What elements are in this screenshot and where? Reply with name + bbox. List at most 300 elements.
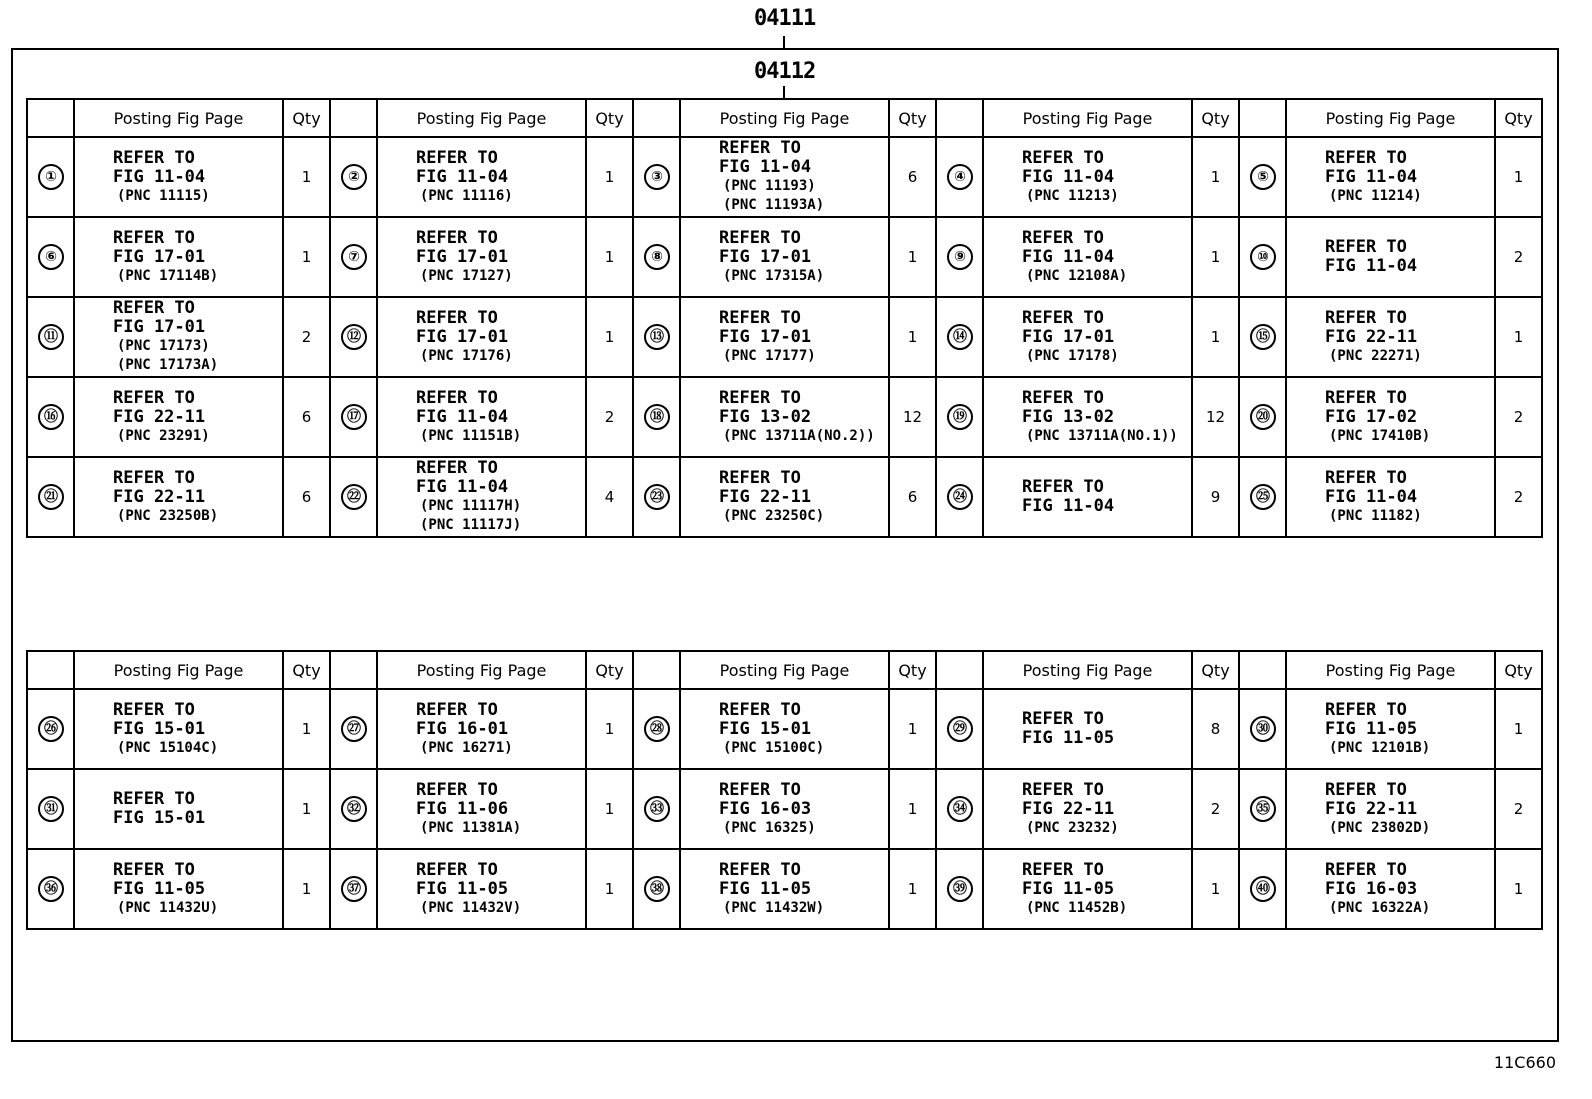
qty-cell: 6 (889, 457, 936, 537)
item-number-badge: ⑦ (341, 244, 367, 270)
fig-reference: FIG 11-04 (1325, 486, 1418, 507)
pnc-reference: (PNC 17315A) (723, 267, 825, 284)
reference-table-upper (26, 98, 1543, 538)
posting-fig-page-cell (377, 457, 586, 537)
posting-reference (681, 309, 888, 366)
item-number-cell (633, 377, 680, 457)
header-index-cell (27, 651, 74, 689)
leader-line-outer (783, 36, 785, 48)
qty-cell: 1 (889, 849, 936, 929)
pnc-reference: (PNC 11117H) (420, 498, 522, 514)
posting-fig-page-cell (1286, 217, 1495, 297)
posting-fig-page-cell (1286, 297, 1495, 377)
fig-reference: FIG 11-04 (719, 157, 812, 177)
item-number-cell (1239, 377, 1286, 457)
fig-reference: FIG 17-01 (416, 246, 509, 267)
qty-cell: 1 (889, 217, 936, 297)
header-qty: Qty (586, 99, 633, 137)
posting-reference (378, 861, 585, 918)
posting-reference (1287, 389, 1494, 446)
posting-reference (984, 309, 1191, 366)
posting-fig-page-cell (983, 689, 1192, 769)
refer-to-text: REFER TO (719, 387, 801, 408)
posting-fig-page-cell (1286, 137, 1495, 217)
fig-reference: FIG 11-05 (113, 878, 206, 899)
posting-fig-page-cell (680, 377, 889, 457)
pnc-reference: (PNC 11115) (117, 187, 210, 204)
posting-fig-page-cell (983, 457, 1192, 537)
header-posting-fig-page: Posting Fig Page (74, 99, 283, 137)
posting-fig-page-cell (74, 689, 283, 769)
item-number-badge: ⑯ (38, 404, 64, 430)
item-number-badge: ⑬ (644, 324, 670, 350)
item-number-badge: ㊲ (341, 876, 367, 902)
fig-reference: FIG 17-01 (719, 246, 812, 267)
header-index-cell (1239, 651, 1286, 689)
posting-reference (378, 459, 585, 535)
item-number-cell (936, 297, 983, 377)
pnc-reference: (PNC 12108A) (1026, 267, 1128, 284)
refer-to-text: REFER TO (113, 227, 195, 248)
qty-cell: 1 (586, 297, 633, 377)
item-number-cell (1239, 689, 1286, 769)
pnc-reference: (PNC 15104C) (117, 739, 219, 756)
pnc-reference: (PNC 13711A(NO.1)) (1026, 427, 1178, 444)
posting-reference (378, 781, 585, 838)
fig-reference: FIG 22-11 (113, 486, 206, 507)
item-number-badge: ⑩ (1250, 244, 1276, 270)
item-number-badge: ㊴ (947, 876, 973, 902)
pnc-reference: (PNC 11452B) (1026, 899, 1128, 916)
item-number-cell (936, 457, 983, 537)
refer-to-text: REFER TO (416, 387, 498, 408)
fig-reference: FIG 11-04 (1325, 256, 1418, 276)
posting-fig-page-cell (680, 457, 889, 537)
item-number-cell (1239, 217, 1286, 297)
fig-reference: FIG 17-02 (1325, 406, 1418, 427)
item-number-cell (330, 689, 377, 769)
fig-reference: FIG 11-04 (1022, 246, 1115, 267)
posting-reference (1287, 701, 1494, 758)
qty-cell: 1 (1495, 297, 1542, 377)
refer-to-text: REFER TO (416, 307, 498, 328)
header-row (27, 99, 1542, 137)
fig-reference: FIG 22-11 (1022, 798, 1115, 819)
assembly-code-inner: 04112 (754, 59, 816, 84)
refer-to-text: REFER TO (719, 138, 801, 158)
refer-to-text: REFER TO (1325, 699, 1407, 720)
fig-reference: FIG 22-11 (1325, 798, 1418, 819)
pnc-reference: (PNC 11213) (1026, 187, 1119, 204)
header-posting-fig-page: Posting Fig Page (1286, 651, 1495, 689)
posting-fig-page-cell (680, 137, 889, 217)
pnc-reference: (PNC 23291) (117, 427, 210, 444)
item-number-badge: ㊳ (644, 876, 670, 902)
item-number-badge: ⑤ (1250, 164, 1276, 190)
qty-cell: 12 (889, 377, 936, 457)
item-number-cell (27, 217, 74, 297)
posting-fig-page-cell (377, 689, 586, 769)
fig-reference: FIG 15-01 (719, 718, 812, 739)
posting-fig-page-cell (377, 849, 586, 929)
qty-cell: 1 (889, 769, 936, 849)
fig-reference: FIG 11-05 (719, 878, 812, 899)
item-number-cell (633, 217, 680, 297)
posting-fig-page-cell (74, 137, 283, 217)
pnc-reference: (PNC 11151B) (420, 427, 522, 444)
item-number-cell (330, 849, 377, 929)
qty-cell: 1 (1495, 849, 1542, 929)
figure-code: 11C660 (1493, 1053, 1556, 1072)
fig-reference: FIG 17-01 (416, 326, 509, 347)
refer-to-text: REFER TO (416, 458, 498, 478)
item-number-cell (936, 769, 983, 849)
qty-cell: 1 (283, 769, 330, 849)
refer-to-text: REFER TO (416, 779, 498, 800)
posting-reference (75, 149, 282, 206)
posting-reference (378, 701, 585, 758)
header-posting-fig-page: Posting Fig Page (680, 651, 889, 689)
qty-cell: 1 (586, 137, 633, 217)
qty-cell: 1 (586, 769, 633, 849)
pnc-reference: (PNC 11182) (1329, 507, 1422, 524)
item-number-badge: ⑭ (947, 324, 973, 350)
qty-cell: 1 (586, 689, 633, 769)
posting-reference (75, 790, 282, 828)
table-row (27, 377, 1542, 457)
fig-reference: FIG 22-11 (113, 406, 206, 427)
refer-to-text: REFER TO (416, 859, 498, 880)
posting-reference (1287, 469, 1494, 526)
posting-fig-page-cell (983, 849, 1192, 929)
item-number-cell (633, 457, 680, 537)
posting-fig-page-cell (983, 769, 1192, 849)
item-number-badge: ② (341, 164, 367, 190)
posting-reference (378, 149, 585, 206)
item-number-cell (1239, 849, 1286, 929)
posting-reference (75, 701, 282, 758)
qty-cell: 1 (283, 689, 330, 769)
refer-to-text: REFER TO (719, 699, 801, 720)
fig-reference: FIG 11-04 (1022, 496, 1115, 516)
fig-reference: FIG 11-06 (416, 798, 509, 819)
header-index-cell (633, 651, 680, 689)
pnc-reference: (PNC 16325) (723, 819, 816, 836)
refer-to-text: REFER TO (1325, 859, 1407, 880)
posting-fig-page-cell (983, 297, 1192, 377)
posting-reference (75, 299, 282, 375)
header-posting-fig-page: Posting Fig Page (983, 651, 1192, 689)
item-number-cell (330, 377, 377, 457)
table-row (27, 137, 1542, 217)
pnc-reference: (PNC 22271) (1329, 347, 1422, 364)
pnc-reference: (PNC 11116) (420, 187, 513, 204)
header-qty: Qty (586, 651, 633, 689)
qty-cell: 4 (586, 457, 633, 537)
pnc-reference-secondary: (PNC 11193A) (723, 197, 825, 213)
item-number-cell (330, 137, 377, 217)
item-number-badge: ㉘ (644, 716, 670, 742)
pnc-reference: (PNC 11381A) (420, 819, 522, 836)
item-number-badge: ⑰ (341, 404, 367, 430)
fig-reference: FIG 13-02 (1022, 406, 1115, 427)
refer-to-text: REFER TO (1325, 387, 1407, 408)
item-number-cell (27, 137, 74, 217)
refer-to-text: REFER TO (1022, 147, 1104, 168)
posting-reference (681, 139, 888, 215)
refer-to-text: REFER TO (113, 147, 195, 168)
posting-fig-page-cell (74, 849, 283, 929)
item-number-badge: ⑧ (644, 244, 670, 270)
posting-reference (984, 781, 1191, 838)
refer-to-text: REFER TO (113, 467, 195, 488)
qty-cell: 2 (1495, 769, 1542, 849)
refer-to-text: REFER TO (1022, 779, 1104, 800)
refer-to-text: REFER TO (719, 859, 801, 880)
pnc-reference-secondary: (PNC 11117J) (420, 517, 522, 533)
qty-cell: 1 (283, 217, 330, 297)
header-qty: Qty (1495, 99, 1542, 137)
qty-cell: 6 (889, 137, 936, 217)
posting-reference (984, 710, 1191, 748)
posting-fig-page-cell (377, 137, 586, 217)
posting-reference (681, 781, 888, 838)
refer-to-text: REFER TO (416, 147, 498, 168)
item-number-cell (27, 457, 74, 537)
posting-reference (984, 229, 1191, 286)
item-number-cell (936, 377, 983, 457)
item-number-badge: ㉕ (1250, 484, 1276, 510)
item-number-cell (936, 217, 983, 297)
qty-cell: 1 (1495, 137, 1542, 217)
item-number-badge: ⑳ (1250, 404, 1276, 430)
header-qty: Qty (283, 651, 330, 689)
fig-reference: FIG 11-04 (416, 166, 509, 187)
qty-cell: 6 (283, 457, 330, 537)
item-number-cell (27, 769, 74, 849)
posting-fig-page-cell (680, 849, 889, 929)
fig-reference: FIG 11-04 (416, 406, 509, 427)
refer-to-text: REFER TO (1022, 227, 1104, 248)
header-index-cell (633, 99, 680, 137)
item-number-cell (633, 849, 680, 929)
item-number-cell (1239, 457, 1286, 537)
item-number-badge: ㉟ (1250, 796, 1276, 822)
item-number-badge: ④ (947, 164, 973, 190)
item-number-badge: ㊱ (38, 876, 64, 902)
header-qty: Qty (1192, 651, 1239, 689)
item-number-badge: ㉔ (947, 484, 973, 510)
header-posting-fig-page: Posting Fig Page (74, 651, 283, 689)
refer-to-text: REFER TO (113, 789, 195, 809)
posting-reference (984, 149, 1191, 206)
fig-reference: FIG 22-11 (719, 486, 812, 507)
item-number-badge: ㉙ (947, 716, 973, 742)
posting-reference (378, 389, 585, 446)
refer-to-text: REFER TO (1325, 467, 1407, 488)
header-qty: Qty (1495, 651, 1542, 689)
posting-fig-page-cell (1286, 689, 1495, 769)
refer-to-text: REFER TO (1022, 477, 1104, 497)
posting-reference (1287, 781, 1494, 838)
posting-reference (681, 701, 888, 758)
item-number-cell (27, 377, 74, 457)
refer-to-text: REFER TO (1022, 709, 1104, 729)
posting-reference (378, 229, 585, 286)
refer-to-text: REFER TO (719, 467, 801, 488)
item-number-badge: ③ (644, 164, 670, 190)
fig-reference: FIG 11-05 (1022, 728, 1115, 748)
qty-cell: 8 (1192, 689, 1239, 769)
header-qty: Qty (889, 651, 936, 689)
pnc-reference: (PNC 23250B) (117, 507, 219, 524)
posting-fig-page-cell (1286, 849, 1495, 929)
header-index-cell (330, 99, 377, 137)
refer-to-text: REFER TO (1022, 859, 1104, 880)
qty-cell: 2 (1192, 769, 1239, 849)
item-number-badge: ㉑ (38, 484, 64, 510)
header-posting-fig-page: Posting Fig Page (377, 651, 586, 689)
fig-reference: FIG 11-05 (1325, 718, 1418, 739)
qty-cell: 1 (586, 217, 633, 297)
posting-fig-page-cell (983, 137, 1192, 217)
header-index-cell (936, 99, 983, 137)
posting-fig-page-cell (680, 769, 889, 849)
posting-fig-page-cell (1286, 457, 1495, 537)
table-row (27, 217, 1542, 297)
item-number-badge: ㉛ (38, 796, 64, 822)
posting-reference (378, 309, 585, 366)
refer-to-text: REFER TO (1022, 387, 1104, 408)
refer-to-text: REFER TO (113, 699, 195, 720)
pnc-reference: (PNC 11432U) (117, 899, 219, 916)
header-index-cell (1239, 99, 1286, 137)
item-number-badge: ㉚ (1250, 716, 1276, 742)
pnc-reference: (PNC 23250C) (723, 507, 825, 524)
header-qty: Qty (889, 99, 936, 137)
pnc-reference: (PNC 23802D) (1329, 819, 1431, 836)
fig-reference: FIG 16-01 (416, 718, 509, 739)
item-number-badge: ㉝ (644, 796, 670, 822)
posting-fig-page-cell (74, 769, 283, 849)
item-number-badge: ⑥ (38, 244, 64, 270)
table-row (27, 297, 1542, 377)
assembly-code-outer: 04111 (754, 6, 816, 31)
reference-table-lower (26, 650, 1543, 930)
posting-fig-page-cell (377, 769, 586, 849)
posting-fig-page-cell (983, 377, 1192, 457)
item-number-cell (936, 849, 983, 929)
item-number-cell (330, 217, 377, 297)
item-number-badge: ㉞ (947, 796, 973, 822)
item-number-badge: ㉜ (341, 796, 367, 822)
pnc-reference: (PNC 11432W) (723, 899, 825, 916)
refer-to-text: REFER TO (1022, 307, 1104, 328)
item-number-badge: ⑫ (341, 324, 367, 350)
refer-to-text: REFER TO (113, 298, 195, 318)
qty-cell: 1 (1192, 137, 1239, 217)
fig-reference: FIG 17-01 (113, 246, 206, 267)
posting-fig-page-cell (74, 217, 283, 297)
qty-cell: 2 (586, 377, 633, 457)
posting-fig-page-cell (1286, 377, 1495, 457)
fig-reference: FIG 16-03 (1325, 878, 1418, 899)
item-number-badge: ㉖ (38, 716, 64, 742)
header-index-cell (936, 651, 983, 689)
posting-reference (1287, 149, 1494, 206)
fig-reference: FIG 11-04 (113, 166, 206, 187)
fig-reference: FIG 13-02 (719, 406, 812, 427)
item-number-badge: ㊵ (1250, 876, 1276, 902)
item-number-cell (330, 769, 377, 849)
pnc-reference: (PNC 11193) (723, 178, 816, 194)
posting-reference (75, 229, 282, 286)
refer-to-text: REFER TO (1325, 307, 1407, 328)
qty-cell: 2 (1495, 457, 1542, 537)
item-number-badge: ⑪ (38, 324, 64, 350)
item-number-cell (1239, 137, 1286, 217)
posting-fig-page-cell (680, 217, 889, 297)
item-number-cell (27, 689, 74, 769)
fig-reference: FIG 16-03 (719, 798, 812, 819)
qty-cell: 1 (889, 689, 936, 769)
posting-fig-page-cell (74, 457, 283, 537)
fig-reference: FIG 11-04 (1022, 166, 1115, 187)
pnc-reference: (PNC 16271) (420, 739, 513, 756)
qty-cell: 2 (1495, 217, 1542, 297)
posting-fig-page-cell (377, 297, 586, 377)
table-row (27, 769, 1542, 849)
pnc-reference: (PNC 17178) (1026, 347, 1119, 364)
item-number-cell (936, 689, 983, 769)
table-row (27, 689, 1542, 769)
pnc-reference: (PNC 15100C) (723, 739, 825, 756)
qty-cell: 6 (283, 377, 330, 457)
refer-to-text: REFER TO (113, 387, 195, 408)
item-number-cell (27, 297, 74, 377)
fig-reference: FIG 11-04 (1325, 166, 1418, 187)
item-number-badge: ⑨ (947, 244, 973, 270)
fig-reference: FIG 17-01 (113, 317, 206, 337)
pnc-reference: (PNC 12101B) (1329, 739, 1431, 756)
posting-reference (984, 861, 1191, 918)
posting-fig-page-cell (983, 217, 1192, 297)
qty-cell: 1 (1495, 689, 1542, 769)
item-number-badge: ㉗ (341, 716, 367, 742)
pnc-reference: (PNC 17114B) (117, 267, 219, 284)
item-number-cell (936, 137, 983, 217)
qty-cell: 1 (1192, 217, 1239, 297)
header-qty: Qty (1192, 99, 1239, 137)
item-number-cell (633, 137, 680, 217)
item-number-cell (633, 297, 680, 377)
refer-to-text: REFER TO (1325, 779, 1407, 800)
posting-fig-page-cell (680, 297, 889, 377)
fig-reference: FIG 17-01 (1022, 326, 1115, 347)
pnc-reference: (PNC 17177) (723, 347, 816, 364)
qty-cell: 2 (283, 297, 330, 377)
refer-to-text: REFER TO (719, 227, 801, 248)
pnc-reference: (PNC 13711A(NO.2)) (723, 427, 875, 444)
item-number-badge: ⑮ (1250, 324, 1276, 350)
qty-cell: 1 (1192, 849, 1239, 929)
refer-to-text: REFER TO (416, 699, 498, 720)
fig-reference: FIG 22-11 (1325, 326, 1418, 347)
posting-fig-page-cell (1286, 769, 1495, 849)
header-index-cell (330, 651, 377, 689)
fig-reference: FIG 11-05 (1022, 878, 1115, 899)
fig-reference: FIG 15-01 (113, 808, 206, 828)
